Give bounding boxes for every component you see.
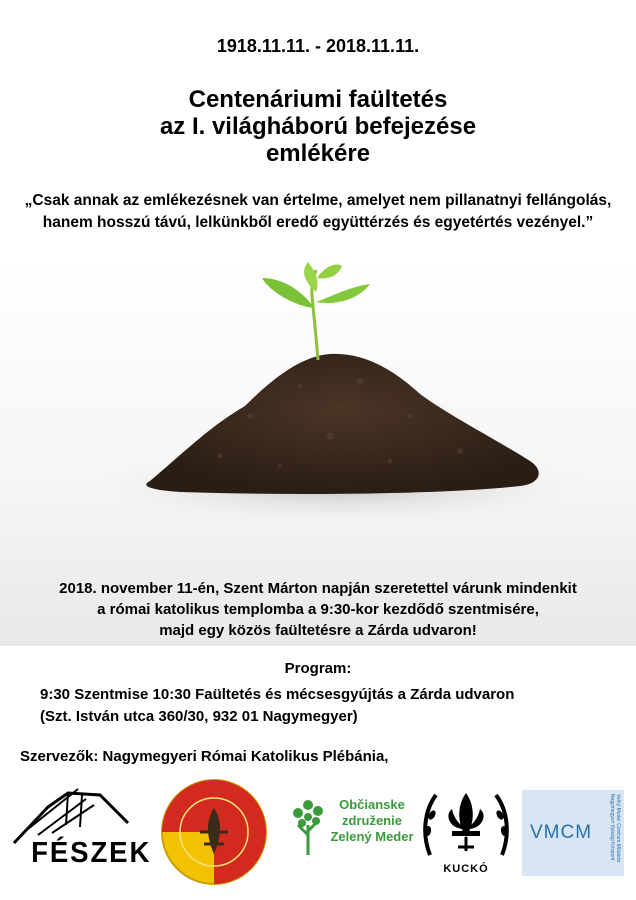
vmcm-subtitle: Veľký Meder Centrum Mládeže Nagymegyeri Ifjúsági Központ: [609, 794, 621, 863]
poster-title: [0, 86, 636, 167]
kucko-logo: [420, 785, 512, 885]
program-schedule: 9:30 Szentmise 10:30 Faültetés és mécsesgyújtás a Zárda udvaron: [40, 686, 515, 703]
leaf-right: [316, 284, 370, 303]
invitation: [0, 578, 636, 641]
quote: [10, 190, 626, 234]
organizers-label: Szervezők: Nagymegyeri Római Katolikus Plébánia,: [20, 748, 389, 765]
feszek-logo: [8, 785, 152, 875]
title-line-1: Centenáriumi faültetés: [188, 86, 448, 113]
zeleny-line-1: Občianske: [339, 797, 405, 812]
leaf-left: [262, 278, 314, 308]
zeleny-meder-name: [327, 797, 417, 845]
leaf-top-right: [317, 265, 342, 279]
invitation-line-3: majd egy közös faültetésre a Zárda udvaron!: [159, 622, 477, 639]
feszek-roof-icon: [8, 785, 148, 845]
quote-line-2: hanem hosszú távú, lelkünkből eredő együttérzés és egyetértés vezényel.”: [42, 214, 594, 231]
event-dates: 1918.11.11. - 2018.11.11.: [216, 36, 420, 56]
zeleny-line-3: Zelený Meder: [330, 829, 414, 844]
zeleny-line-2: združenie: [342, 813, 402, 828]
program-address: (Szt. István utca 360/30, 932 01 Nagymegyer): [40, 708, 358, 725]
program-heading: Program:: [284, 660, 352, 677]
tree-icon: [290, 795, 326, 857]
kucko-name: KUCKÓ: [443, 863, 489, 875]
vmcm-logo: [522, 790, 624, 876]
zeleny-meder-logo: [290, 795, 414, 865]
vmcm-name: VMCM: [530, 822, 593, 843]
invitation-line-1: 2018. november 11-én, Szent Márton napján szeretettel várunk mindenkit: [59, 580, 577, 597]
emblem-icon: [160, 778, 268, 886]
invitation-line-2: a római katolikus templomba a 9:30-kor kezdődő szentmisére,: [97, 601, 539, 618]
title-line-2: az I. világháború befejezése: [159, 113, 477, 140]
feszek-name: FÉSZEK: [31, 837, 152, 869]
soil-mound: [146, 354, 538, 494]
scout-troop-emblem: [160, 778, 268, 886]
fleur-de-lis-icon: [420, 785, 512, 865]
title-line-3: emlékére: [265, 140, 371, 167]
quote-line-1: „Csak annak az emlékezésnek van értelme, amelyet nem pillanatnyi fellángolás,: [24, 192, 612, 209]
